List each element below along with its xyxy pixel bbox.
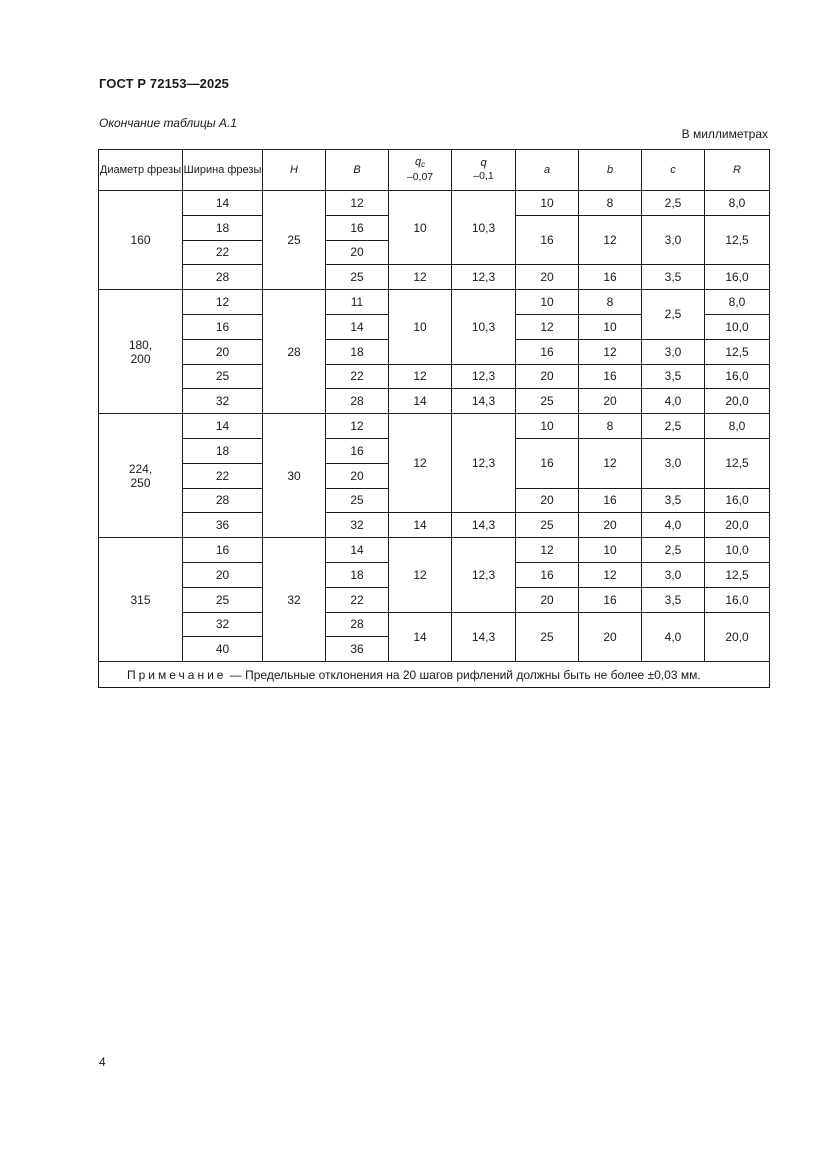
R-cell: 8,0 xyxy=(705,191,770,216)
c-cell: 4,0 xyxy=(642,612,705,662)
table-caption: Окончание таблицы А.1 xyxy=(99,116,237,130)
qc-cell: 12 xyxy=(389,414,452,513)
B-cell: 11 xyxy=(326,290,389,315)
qc-cell: 12 xyxy=(389,538,452,612)
B-cell: 22 xyxy=(326,587,389,612)
B-cell: 16 xyxy=(326,215,389,240)
table-note xyxy=(99,662,770,688)
dimensions-table xyxy=(98,149,770,688)
R-cell: 16,0 xyxy=(705,587,770,612)
col-a-header: a xyxy=(516,150,579,191)
col-diameter-header: Диаметр фрезы xyxy=(99,150,183,191)
width-cell: 22 xyxy=(183,463,263,488)
H-cell: 25 xyxy=(263,191,326,290)
B-cell: 32 xyxy=(326,513,389,538)
col-b-header: b xyxy=(579,150,642,191)
H-cell: 30 xyxy=(263,414,326,538)
R-cell: 10,0 xyxy=(705,538,770,563)
width-cell: 14 xyxy=(183,414,263,439)
table-row xyxy=(99,612,770,637)
a-cell: 16 xyxy=(516,339,579,364)
b-cell: 10 xyxy=(579,538,642,563)
width-cell: 32 xyxy=(183,612,263,637)
c-cell: 3,0 xyxy=(642,562,705,587)
B-cell: 25 xyxy=(326,488,389,513)
diameter-cell xyxy=(99,290,183,414)
note-label: Примечание xyxy=(127,667,227,682)
col-B-header: B xyxy=(326,150,389,191)
b-cell: 8 xyxy=(579,191,642,216)
note-text: — Предельные отклонения на 20 шагов рифлений должны быть не более ±0,03 мм. xyxy=(226,667,701,682)
a-cell: 12 xyxy=(516,538,579,563)
q-cell: 12,3 xyxy=(452,265,516,290)
B-cell: 18 xyxy=(326,562,389,587)
b-cell: 20 xyxy=(579,389,642,414)
c-cell: 2,5 xyxy=(642,538,705,563)
width-cell: 25 xyxy=(183,587,263,612)
units-label: В миллиметрах xyxy=(681,127,768,141)
a-cell: 16 xyxy=(516,215,579,265)
q-tolerance: –0,1 xyxy=(473,170,494,182)
R-cell: 12,5 xyxy=(705,438,770,488)
col-width-header: Ширина фрезы xyxy=(183,150,263,191)
table-row xyxy=(99,364,770,389)
b-cell: 16 xyxy=(579,488,642,513)
col-R-header: R xyxy=(705,150,770,191)
R-cell: 20,0 xyxy=(705,612,770,662)
a-cell: 20 xyxy=(516,587,579,612)
a-cell: 16 xyxy=(516,562,579,587)
width-cell: 18 xyxy=(183,438,263,463)
b-cell: 16 xyxy=(579,265,642,290)
width-cell: 40 xyxy=(183,637,263,662)
b-cell: 16 xyxy=(579,587,642,612)
B-cell: 20 xyxy=(326,240,389,265)
a-cell: 16 xyxy=(516,438,579,488)
qc-cell: 12 xyxy=(389,364,452,389)
c-cell: 3,5 xyxy=(642,587,705,612)
R-cell: 8,0 xyxy=(705,290,770,315)
qc-subscript: c xyxy=(421,160,426,169)
width-cell: 28 xyxy=(183,265,263,290)
c-cell: 3,0 xyxy=(642,438,705,488)
table-row xyxy=(99,513,770,538)
note-row xyxy=(99,662,770,688)
H-cell: 28 xyxy=(263,290,326,414)
qc-cell: 10 xyxy=(389,191,452,265)
b-cell: 8 xyxy=(579,290,642,315)
R-cell: 8,0 xyxy=(705,414,770,439)
R-cell: 10,0 xyxy=(705,314,770,339)
c-cell: 4,0 xyxy=(642,513,705,538)
q-cell: 12,3 xyxy=(452,538,516,612)
B-cell: 12 xyxy=(326,191,389,216)
c-cell: 2,5 xyxy=(642,191,705,216)
document-header: ГОСТ Р 72153—2025 xyxy=(99,76,229,91)
B-cell: 14 xyxy=(326,314,389,339)
B-cell: 36 xyxy=(326,637,389,662)
a-cell: 25 xyxy=(516,513,579,538)
B-cell: 28 xyxy=(326,612,389,637)
b-cell: 20 xyxy=(579,612,642,662)
a-cell: 10 xyxy=(516,191,579,216)
width-cell: 12 xyxy=(183,290,263,315)
a-cell: 25 xyxy=(516,389,579,414)
a-cell: 20 xyxy=(516,265,579,290)
qc-cell: 10 xyxy=(389,290,452,364)
B-cell: 18 xyxy=(326,339,389,364)
col-H-header: H xyxy=(263,150,326,191)
R-cell: 12,5 xyxy=(705,215,770,265)
R-cell: 16,0 xyxy=(705,364,770,389)
R-cell: 12,5 xyxy=(705,339,770,364)
qc-cell: 12 xyxy=(389,265,452,290)
q-cell: 10,3 xyxy=(452,191,516,265)
col-qc-header xyxy=(389,150,452,191)
diameter-value: 180, 200 xyxy=(128,337,153,366)
width-cell: 20 xyxy=(183,562,263,587)
c-cell: 3,5 xyxy=(642,265,705,290)
table-row xyxy=(99,290,770,315)
qc-cell: 14 xyxy=(389,513,452,538)
b-cell: 8 xyxy=(579,414,642,439)
width-cell: 14 xyxy=(183,191,263,216)
diameter-cell: 315 xyxy=(99,538,183,662)
qc-tolerance: –0,07 xyxy=(406,171,434,183)
table-row xyxy=(99,265,770,290)
a-cell: 20 xyxy=(516,488,579,513)
width-cell: 25 xyxy=(183,364,263,389)
width-cell: 32 xyxy=(183,389,263,414)
c-cell: 2,5 xyxy=(642,290,705,340)
b-cell: 10 xyxy=(579,314,642,339)
q-cell: 12,3 xyxy=(452,364,516,389)
width-cell: 16 xyxy=(183,538,263,563)
q-symbol: q xyxy=(480,157,487,169)
diameter-value: 224, 250 xyxy=(128,461,153,490)
q-cell: 14,3 xyxy=(452,612,516,662)
q-cell: 10,3 xyxy=(452,290,516,364)
B-cell: 28 xyxy=(326,389,389,414)
c-cell: 3,0 xyxy=(642,339,705,364)
a-cell: 20 xyxy=(516,364,579,389)
R-cell: 12,5 xyxy=(705,562,770,587)
table-row xyxy=(99,389,770,414)
b-cell: 12 xyxy=(579,438,642,488)
width-cell: 22 xyxy=(183,240,263,265)
table-row xyxy=(99,538,770,563)
B-cell: 25 xyxy=(326,265,389,290)
header-row xyxy=(99,150,770,191)
c-cell: 3,5 xyxy=(642,488,705,513)
c-cell: 4,0 xyxy=(642,389,705,414)
B-cell: 22 xyxy=(326,364,389,389)
qc-cell: 14 xyxy=(389,612,452,662)
b-cell: 16 xyxy=(579,364,642,389)
b-cell: 20 xyxy=(579,513,642,538)
table-row xyxy=(99,191,770,216)
a-cell: 12 xyxy=(516,314,579,339)
a-cell: 10 xyxy=(516,290,579,315)
width-cell: 28 xyxy=(183,488,263,513)
page-number: 4 xyxy=(99,1055,106,1069)
B-cell: 12 xyxy=(326,414,389,439)
B-cell: 20 xyxy=(326,463,389,488)
B-cell: 14 xyxy=(326,538,389,563)
c-cell: 3,0 xyxy=(642,215,705,265)
col-c-header: c xyxy=(642,150,705,191)
b-cell: 12 xyxy=(579,339,642,364)
R-cell: 20,0 xyxy=(705,389,770,414)
qc-symbol: q xyxy=(414,156,422,168)
qc-cell: 14 xyxy=(389,389,452,414)
diameter-cell xyxy=(99,414,183,538)
q-cell: 14,3 xyxy=(452,513,516,538)
c-cell: 3,5 xyxy=(642,364,705,389)
R-cell: 16,0 xyxy=(705,488,770,513)
width-cell: 36 xyxy=(183,513,263,538)
diameter-cell: 160 xyxy=(99,191,183,290)
H-cell: 32 xyxy=(263,538,326,662)
R-cell: 16,0 xyxy=(705,265,770,290)
width-cell: 18 xyxy=(183,215,263,240)
width-cell: 16 xyxy=(183,314,263,339)
a-cell: 10 xyxy=(516,414,579,439)
table-row xyxy=(99,414,770,439)
B-cell: 16 xyxy=(326,438,389,463)
R-cell: 20,0 xyxy=(705,513,770,538)
q-cell: 14,3 xyxy=(452,389,516,414)
col-q-header xyxy=(452,150,516,191)
c-cell: 2,5 xyxy=(642,414,705,439)
a-cell: 25 xyxy=(516,612,579,662)
q-cell: 12,3 xyxy=(452,414,516,513)
b-cell: 12 xyxy=(579,562,642,587)
b-cell: 12 xyxy=(579,215,642,265)
width-cell: 20 xyxy=(183,339,263,364)
